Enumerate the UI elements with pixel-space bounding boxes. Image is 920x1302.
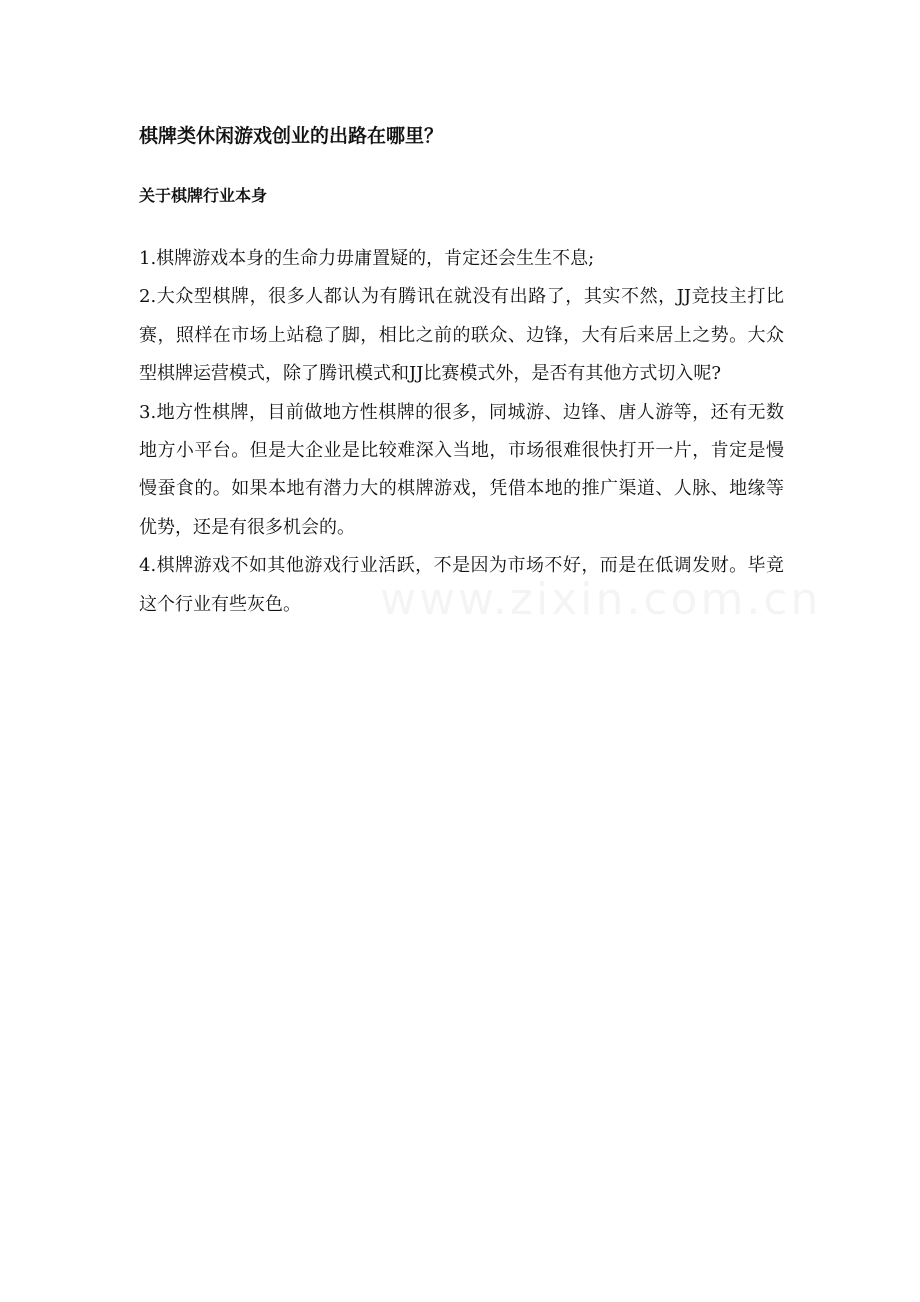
paragraph-3: 3.地方性棋牌，目前做地方性棋牌的很多，同城游、边锋、唐人游等，还有无数地方小平台。但是大企业是比较难深入当地，市场很难很快打开一片，肯定是慢慢蚕食的。如果本地有潜力大的棋牌游戏，凭借本地的推广渠道、人脉、地缘等优势，还是有很多机会的。 [139, 401, 784, 538]
section-heading: 关于棋牌行业本身 [139, 186, 268, 205]
paragraph-1: 1.棋牌游戏本身的生命力毋庸置疑的，肯定还会生生不息; [139, 248, 595, 269]
document-body [139, 240, 784, 624]
paragraph-2: 2.大众型棋牌，很多人都认为有腾讯在就没有出路了，其实不然，JJ竞技主打比赛，照样在市场上站稳了脚，相比之前的联众、边锋，大有后来居上之势。大众型棋牌运营模式，除了腾讯模式和JJ比赛模式外，是否有其他方式切入呢? [139, 286, 784, 385]
document-title: 棋牌类休闲游戏创业的出路在哪里？ [139, 125, 444, 147]
paragraph-4: 4.棋牌游戏不如其他游戏行业活跃，不是因为市场不好，而是在低调发财。毕竟这个行业有些灰色。 [139, 555, 784, 615]
